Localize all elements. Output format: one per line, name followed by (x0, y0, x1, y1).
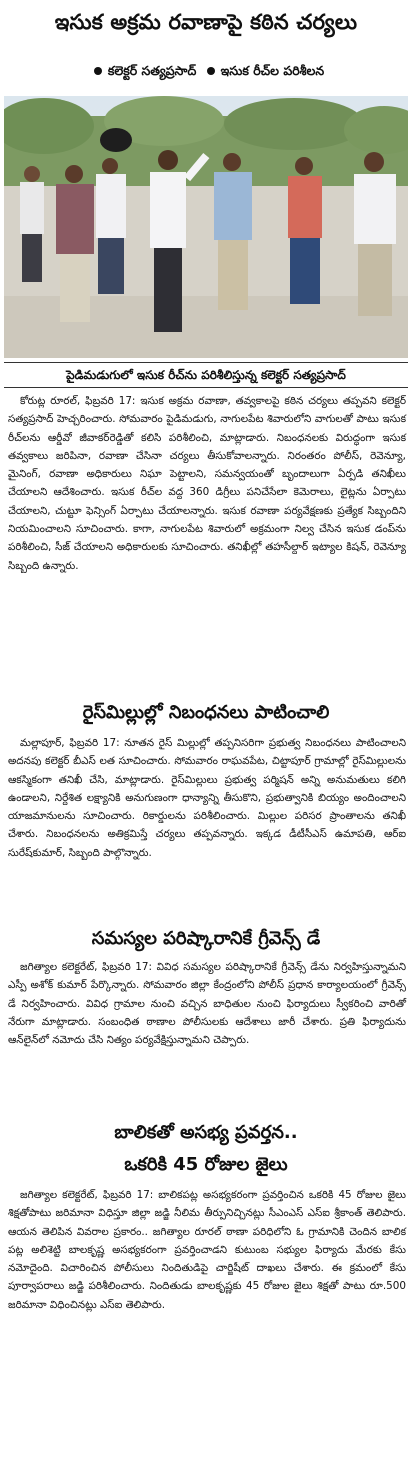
bullet-icon (207, 67, 215, 75)
subhead-inspection: ఇసుక రీచ్‌ల పరిశీలన (220, 63, 325, 78)
officials-photo-illustration (4, 96, 408, 358)
headline-misconduct-line1: బాలికతో అసభ్య ప్రవర్తన.. (114, 1122, 298, 1143)
article-rice-mills (8, 734, 406, 918)
article-jail-sentence (8, 1186, 406, 1452)
bullet-icon (94, 67, 102, 75)
article-sand-mining-text: కోరుట్ల రూరల్, ఫిబ్రవరి 17: ఇసుక అక్రమ రవాణా, తవ్వకాలపై కఠిన చర్యలు తప్పవని కలెక్టర్ సత్యప్రసాద్ హెచ్చరించారు. సోమవారం పైడిమడుగు, నాగులపేట శివారులోని వాగులతో పాటు ఇసుక రీచ్‌లను ఆర్డీవో జీవాకర్‌రెడ్డితో కలిసి పరిశీలించి, మాట్లాడారు. నిబంధనలకు విరుద్ధంగా ఇసుక తవ్వకాలు జరిపినా, రవాణా చేసినా చర్యలు తీసుకోవాలన్నారు. నిరంతరం పోలీస్, రెవెన్యూ, మైనింగ్, రవాణా అధికారులు నిఘా పెట్టాలని, సమన్వయంతో బృందాలుగా ఏర్పడి తనిఖీలు చేయాలని ఆదేశించారు. ఇసుక రీచ్‌ల వద్ద 360 డిగ్రీలు పనిచేసేలా కెమెరాలు, లైట్లను ఏర్పాటు చేయాలని, చుట్టూ ఫెన్సింగ్ ఏర్పాటు చేయాలన్నారు. ఇసుక రవాణా పర్యవేక్షణకు ప్రత్యేక సిబ్బందిని నియమించాలని సూచించారు. కాగా, నాగులపేట శివారులో అక్రమంగా నిల్వ చేసిన ఇసుక డంప్‌ను పరిశీలించి, సీజ్ చేయాలని అధికారులకు సూచించారు. తనిఖీల్లో తహసీల్దార్ ఇట్యాల కిషన్, రెవెన్యూ సిబ్బంది ఉన్నారు. (8, 395, 406, 572)
subheads (0, 62, 412, 80)
main-headline: ఇసుక అక్రమ రవాణాపై కఠిన చర్యలు (54, 10, 358, 34)
article-jail-sentence-text: జగిత్యాల కలెక్టరేట్, ఫిబ్రవరి 17: బాలికపట్ల అసభ్యకరంగా ప్రవర్తించిన ఒకరికి 45 రోజుల జైలు శిక్షతోపాటు జరిమానా విధిస్తూ జిల్లా జడ్జి నీలిమ తీర్పునిచ్చినట్లు సీఎంఎస్ ఎస్ఐ శ్రీకాంత్ తెలిపారు. ఆయన తెలిపిన వివరాల ప్రకారం.. జగిత్యాల రూరల్ ఠాణా పరిధిలోని ఓ గ్రామానికి చెందిన బాలిక పట్ల అలిశెట్టి బాలకృష్ణ అసభ్యకరంగా ప్రవర్తించాడని కుటుంబ సభ్యుల ఫిర్యాదు మేరకు కేసు నమోదైంది. విచారించిన పోలీసులు నిందితుడిపై చార్జిషీట్ దాఖలు చేశారు. ఈ క్రమంలో కేసు పూర్వాపరాలు జడ్జి పరిశీలించారు. నిందితుడు బాలకృష్ణకు 45 రోజుల జైలు శిక్షతో పాటు రూ.500 జరిమానా విధించినట్లు ఎస్ఐ తెలిపారు. (8, 1189, 406, 1311)
article-sand-mining (8, 392, 406, 692)
headline-misconduct-line2: ఒకరికి 45 రోజుల జైలు (124, 1154, 288, 1175)
article-grievance-day (8, 958, 406, 1110)
photo-caption: పైడిమడుగులో ఇసుక రీచ్‌ను పరిశీలిస్తున్న కలెక్టర్ సత్యప్రసాద్ (4, 362, 408, 388)
subhead-collector: కలెక్టర్ సత్యప్రసాద్ (107, 63, 197, 78)
headline-grievance-day: సమస్యల పరిష్కారానికే గ్రీవెన్స్ డే (91, 928, 321, 949)
article-rice-mills-text: మల్లాపూర్, ఫిబ్రవరి 17: నూతన రైస్ మిల్లుల్లో తప్పనిసరిగా ప్రభుత్వ నిబంధనలు పాటించాలని అదనపు కలెక్టర్ బీఎస్ లత సూచించారు. సోమవారం రాఘవపేట, చిట్టాపూర్ గ్రామాల్లో రైస్‌మిల్లులను ఆకస్మికంగా తనిఖీ చేసి, మాట్లాడారు. రైస్‌మిల్లులు ప్రభుత్వ పర్మిషన్ అన్ని అనుమతులు కలిగి ఉండాలని, నిర్దేశిత లక్ష్యానికి అనుగుణంగా ధాన్యాన్ని తీసుకొని, ప్రభుత్వానికి బియ్యం అందించాలని యాజమానులను సూచించారు. రికార్డులను పరిశీలించారు. మిల్లుల పరిసర ప్రాంతాలను తనిఖీ చేశారు. నిబంధనలను అతిక్రమిస్తే చర్యలు తప్పవన్నారు. ఇక్కడ డీటీసీఎస్ ఉమాపతి, ఆర్ఐ సురేష్‌కుమార్, సిబ్బంది పాల్గొన్నారు. (8, 737, 406, 859)
news-photo (4, 96, 408, 358)
headline-rice-mills: రైస్‌మిల్లుల్లో నిబంధనలు పాటించాలి (82, 702, 330, 723)
article-grievance-day-text: జగిత్యాల కలెక్టరేట్, ఫిబ్రవరి 17: వివిధ సమస్యల పరిష్కారానికే గ్రీవెన్స్ డేను నిర్వహిస్తున్నామని ఎస్పీ అశోక్ కుమార్ పేర్కొన్నారు. సోమవారం జిల్లా కేంద్రంలోని పోలీస్ ప్రధాన కార్యాలయంలో గ్రీవెన్స్ డే నిర్వహించారు. వివిధ గ్రామాల నుంచి వచ్చిన బాధితుల నుంచి ఫిర్యాదులు స్వీకరించి వారితో నేరుగా మాట్లాడారు. సంబంధిత ఠాణాల పోలీసులకు ఆదేశాలు జారీ చేశారు. ప్రతి ఫిర్యాదును ఆన్‌లైన్‌లో నమోదు చేసి నిత్యం పర్యవేక్షిస్తున్నామని చెప్పారు. (8, 961, 406, 1047)
